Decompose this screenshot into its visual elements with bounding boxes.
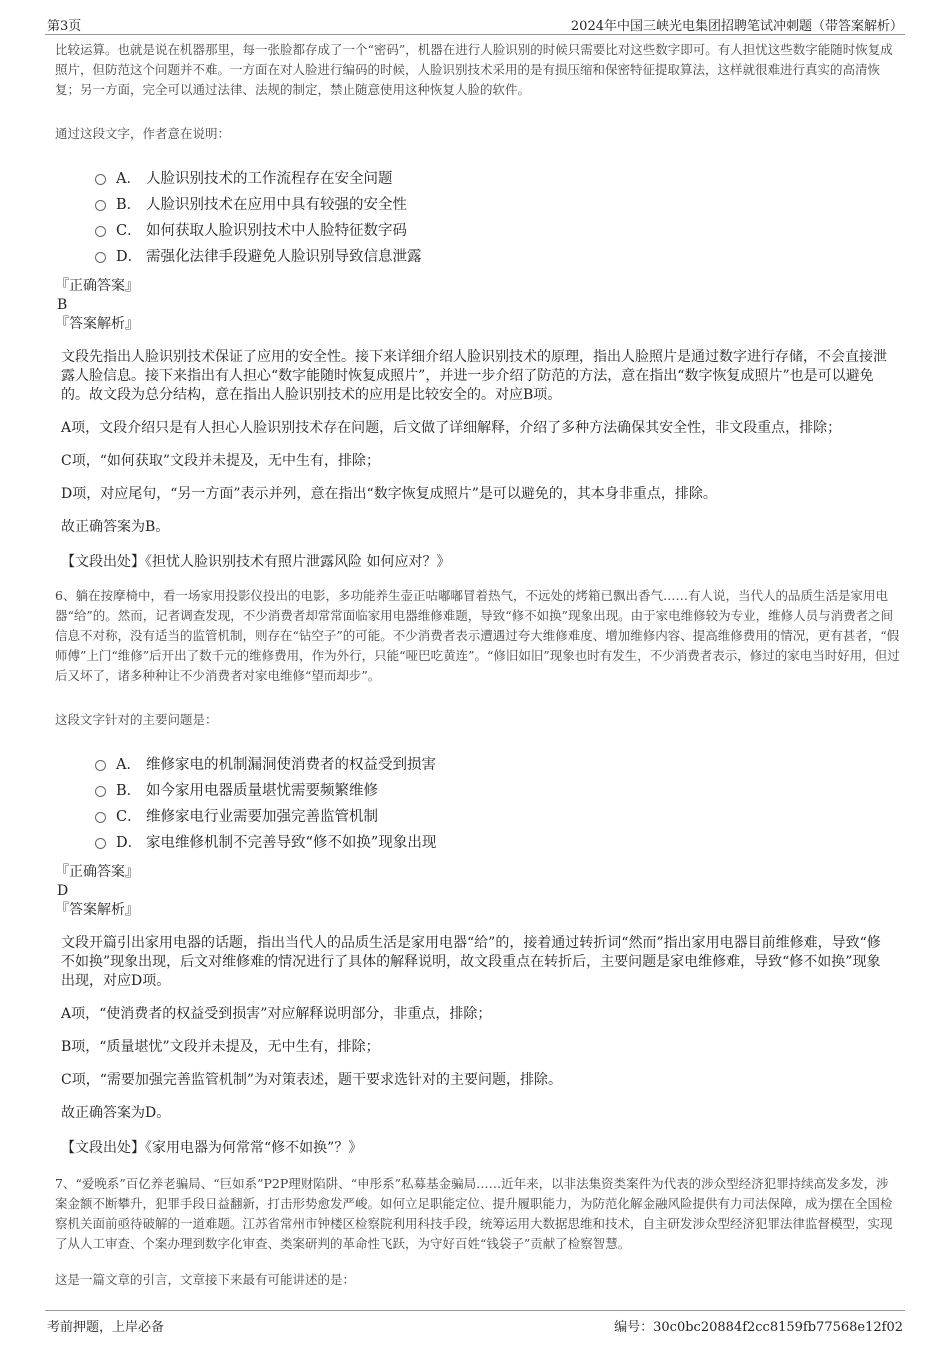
option-letter: B． (116, 196, 142, 213)
option-text: 需强化法律手段避免人脸识别导致信息泄露 (146, 248, 422, 265)
option-c[interactable] (95, 802, 900, 828)
main-content (55, 40, 900, 1290)
analysis-paragraph: C项，“如何获取”文段并未提及，无中生有，排除； (61, 453, 381, 469)
answer-label: 『正确答案』 (55, 278, 139, 294)
option-a[interactable] (95, 750, 900, 776)
analysis-paragraph: B项，“质量堪忧”文段并未提及，无中生有，排除； (61, 1039, 380, 1055)
option-a[interactable] (95, 164, 900, 190)
option-text: 维修家电行业需要加强完善监管机制 (146, 808, 378, 825)
option-list (95, 750, 900, 854)
option-text: 人脸识别技术在应用中具有较强的安全性 (146, 196, 407, 213)
document-title: 2024年中国三峡光电集团招聘笔试冲刺题（带答案解析） (570, 19, 903, 34)
option-letter: A． (116, 170, 141, 187)
analysis-paragraph: D项，对应尾句，“另一方面”表示并列，意在指出“数字恢复成照片”是可以避免的，其本身非重点，排除。 (61, 486, 717, 502)
answer-value: B (57, 297, 68, 313)
answer-value: D (57, 883, 69, 899)
passage-text: 比较运算。也就是说在机器那里，每一张脸都存成了一个“密码”，机器在进行人脸识别的时候只需要比对这些数字即可。有人担忧这些数字能随时恢复成照片，但防范这个问题并不难。一方面在对人脸进行编码的时候，人脸识别技术采用的是有损压缩和保密特征提取算法，这样就很难进行真实的高清恢复；另一方面，完全可以通过法律、法规的制定，禁止随意使用这种恢复人脸的软件。 (55, 42, 893, 97)
source-line (61, 553, 894, 572)
option-b[interactable] (95, 190, 900, 216)
analysis-paragraph: 文段开篇引出家用电器的话题，指出当代人的品质生活是家用电器“给”的，接着通过转折词“然而”指出家用电器目前维修难，导致“修不如换”现象出现，后文对维修难的情况进行了具体的解释说明，故文段重点在转折后，主要问题是家电维修难，导致“修不如换”现象出现，对应D项。 (61, 935, 881, 989)
passage-text: 6、躺在按摩椅中，看一场家用投影仪投出的电影，多功能养生壶正咕嘟嘟冒着热气，不远处的烤箱已飘出香气……有人说，当代人的品质生活是家用电器“给”的。然而，记者调查发现，不少消费者却常常面临家用电器维修难题，导致“修不如换”现象出现。由于家电维修较为专业，维修人员与消费者之间信息不对称，没有适当的监管机制，则存在“钻空子”的可能。不少消费者表示遭遇过夸大维修难度、增加维修内容、提高维修费用的情况，更有甚者，“假师傅”上门“维修”后开出了数千元的维修费用，作为外行，只能“哑巴吃黄连”。“修旧如旧”现象也时有发生，不少消费者表示，修过的家电当时好用，但过后又坏了，诸多种种让不少消费者对家电维修“望而却步”。 (55, 588, 900, 683)
footer-slogan: 考前押题，上岸必备 (47, 1320, 165, 1335)
option-letter: C． (116, 222, 142, 239)
page-footer (45, 1310, 905, 1335)
option-letter: C． (116, 808, 142, 825)
question-prompt: 这段文字针对的主要问题是： (55, 712, 218, 727)
analysis-paragraph: 文段先指出人脸识别技术保证了应用的安全性。接下来详细介绍人脸识别技术的原理，指出人脸照片是通过数字进行存储，不会直接泄露人脸信息。接下来指出有人担心“数字能随时恢复成照片”，并进一步介绍了防范的方法，意在指出“数字恢复成照片”也是可以避免的。故文段为总分结构，意在指出人脸识别技术的应用是比较安全的。对应B项。 (61, 349, 887, 403)
source-label: 【文段出处】 (61, 1140, 145, 1156)
document-id: 编号：30c0bc20884f2cc8159fb77568e12f02 (614, 1320, 903, 1335)
option-letter: D． (116, 248, 143, 265)
analysis-paragraph: C项，“需要加强完善监管机制”为对策表述，题干要求选针对的主要问题，排除。 (61, 1072, 563, 1088)
radio-icon[interactable] (95, 226, 106, 237)
option-text: 家电维修机制不完善导致“修不如换”现象出现 (146, 834, 437, 851)
option-letter: A． (116, 756, 141, 773)
option-list (95, 164, 900, 268)
source-line (61, 1139, 894, 1158)
analysis-label: 『答案解析』 (55, 316, 139, 332)
radio-icon[interactable] (95, 786, 106, 797)
option-letter: B． (116, 782, 142, 799)
option-d[interactable] (95, 828, 900, 854)
option-d[interactable] (95, 242, 900, 268)
option-text: 如何获取人脸识别技术中人脸特征数字码 (146, 222, 407, 239)
option-text: 如今家用电器质量堪忧需要频繁维修 (146, 782, 378, 799)
analysis-paragraph: A项，文段介绍只是有人担心人脸识别技术存在问题，后文做了详细解释，介绍了多种方法确保其安全性，非文段重点，排除； (61, 420, 842, 436)
radio-icon[interactable] (95, 200, 106, 211)
source-title: 《担忧人脸识别技术有照片泄露风险 如何应对？》 (145, 554, 451, 570)
passage-text: 7、“爱晚系”百亿养老骗局、“巨如系”P2P理财陷阱、“申彤系”私募基金骗局……近年来，以非法集资类案件为代表的涉众型经济犯罪持续高发多发，涉案金额不断攀升，犯罪手段日益翻新，打击形势愈发严峻。如何立足职能定位、提升履职能力，为防范化解金融风险提供有力司法保障，成为摆在全国检察机关面前亟待破解的一道难题。江苏省常州市钟楼区检察院利用科技手段，统筹运用大数据思维和技术，自主研发涉众型经济犯罪法律监督模型，实现了从人工审查、个案办理到数字化审查、类案研判的革命性飞跃，为守好百姓“钱袋子”贡献了检察智慧。 (55, 1176, 893, 1251)
question-prompt: 这是一篇文章的引言，文章接下来最有可能讲述的是： (55, 1272, 356, 1287)
question-prompt: 通过这段文字，作者意在说明： (55, 126, 231, 141)
radio-icon[interactable] (95, 174, 106, 185)
radio-icon[interactable] (95, 760, 106, 771)
option-text: 人脸识别技术的工作流程存在安全问题 (146, 170, 393, 187)
analysis-label: 『答案解析』 (55, 902, 139, 918)
page-number: 第3页 (47, 19, 82, 34)
analysis-conclusion: 故正确答案为B。 (61, 519, 170, 535)
radio-icon[interactable] (95, 252, 106, 263)
option-letter: D． (116, 834, 143, 851)
source-title: 《家用电器为何常常“修不如换”？》 (145, 1140, 363, 1156)
radio-icon[interactable] (95, 838, 106, 849)
analysis-paragraph: A项，“使消费者的权益受到损害”对应解释说明部分，非重点，排除； (61, 1006, 492, 1022)
option-b[interactable] (95, 776, 900, 802)
option-text: 维修家电的机制漏洞使消费者的权益受到损害 (146, 756, 436, 773)
answer-label: 『正确答案』 (55, 864, 139, 880)
radio-icon[interactable] (95, 812, 106, 823)
page-header (45, 12, 905, 35)
analysis-conclusion: 故正确答案为D。 (61, 1105, 171, 1121)
option-c[interactable] (95, 216, 900, 242)
source-label: 【文段出处】 (61, 554, 145, 570)
